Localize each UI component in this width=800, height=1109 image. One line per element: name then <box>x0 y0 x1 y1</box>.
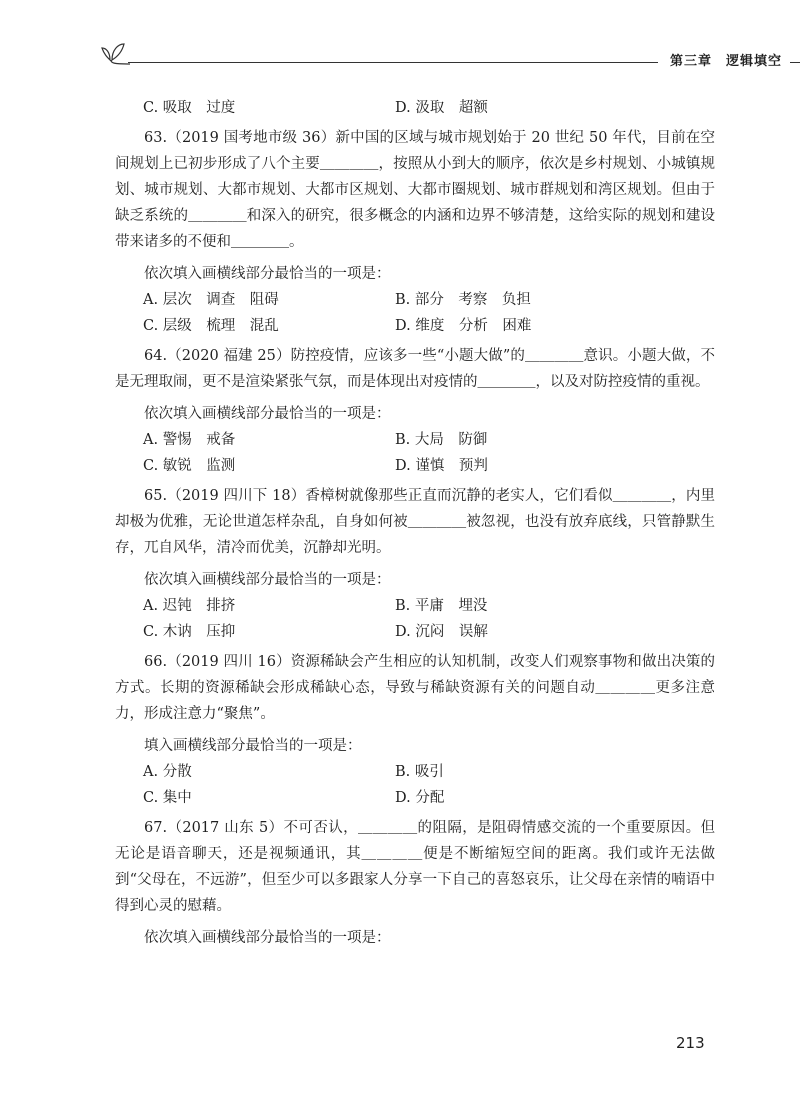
question-63 <box>115 125 715 339</box>
option-c: C. 敏锐 监测 <box>143 458 236 474</box>
option-c: C. 吸取 过度 <box>143 100 236 116</box>
option-d: D. 汲取 超额 <box>395 100 488 116</box>
chapter-title: 第三章 逻辑填空 <box>670 54 783 69</box>
option-b: B. 吸引 <box>395 764 444 780</box>
page-number: 213 <box>676 1034 705 1052</box>
option-c: C. 层级 梳理 混乱 <box>143 318 279 334</box>
option-b: B. 平庸 埋没 <box>395 598 488 614</box>
option-d: D. 维度 分析 困难 <box>395 318 532 334</box>
question-65 <box>115 483 715 645</box>
question-prompt: 依次填入画横线部分最恰当的一项是： <box>144 406 391 422</box>
page-content <box>115 95 715 951</box>
question-67 <box>115 815 715 951</box>
option-d: D. 分配 <box>395 790 445 806</box>
question-text: 64.（2020 福建 25）防控疫情，应该多一些“小题大做”的＿＿＿＿意识。小题大做，不是无理取闹，更不是渲染紧张气氛，而是体现出对疫情的＿＿＿＿，以及对防控疫情的重视。 <box>115 348 715 390</box>
option-c: C. 木讷 压抑 <box>143 624 236 640</box>
answer-options <box>115 427 715 479</box>
question-64 <box>115 343 715 479</box>
question-prompt: 依次填入画横线部分最恰当的一项是： <box>144 930 391 946</box>
question-prompt: 填入画横线部分最恰当的一项是： <box>144 738 362 754</box>
option-b: B. 部分 考察 负担 <box>395 292 531 308</box>
question-prompt: 依次填入画横线部分最恰当的一项是： <box>144 266 391 282</box>
answer-options <box>115 759 715 811</box>
option-d: D. 谨慎 预判 <box>395 458 488 474</box>
option-b: B. 大局 防御 <box>395 432 488 448</box>
option-d: D. 沉闷 误解 <box>395 624 488 640</box>
question-prompt: 依次填入画横线部分最恰当的一项是： <box>144 572 391 588</box>
answer-options <box>115 287 715 339</box>
question-text: 65.（2019 四川下 18）香樟树就像那些正直而沉静的老实人，它们看似＿＿＿＿，内里却极为优雅，无论世道怎样杂乱，自身如何被＿＿＿＿被忽视，也没有放弃底线，只管静默生存，兀自风华，清冷而优美，沉静却光明。 <box>115 488 715 556</box>
option-c: C. 集中 <box>143 790 192 806</box>
running-header <box>100 38 783 78</box>
question-text: 63.（2019 国考地市级 36）新中国的区域与城市规划始于 20 世纪 50 年代，目前在空间规划上已初步形成了八个主要＿＿＿＿，按照从小到大的顺序，依次是乡村规划、小城镇规划、城市规划、大都市规划、大都市区规划、大都市圈规划、城市群规划和湾区规划。但由于缺乏系统的＿＿＿＿和深入的研究，很多概念的内涵和边界不够清楚，这给实际的规划和建设带来诸多的不便和＿＿＿＿。 <box>115 130 715 250</box>
header-rule-left <box>128 62 658 63</box>
question-text: 66.（2019 四川 16）资源稀缺会产生相应的认知机制，改变人们观察事物和做出决策的方式。长期的资源稀缺会形成稀缺心态，导致与稀缺资源有关的问题自动＿＿＿＿更多注意力，形成注意力“聚焦”。 <box>115 654 715 722</box>
option-a: A. 分散 <box>143 764 192 780</box>
header-rule-right <box>790 62 800 63</box>
option-a: A. 层次 调查 阻碍 <box>143 292 279 308</box>
option-a: A. 迟钝 排挤 <box>143 598 236 614</box>
question-text: 67.（2017 山东 5）不可否认，＿＿＿＿的阻隔，是阻碍情感交流的一个重要原因。但无论是语音聊天，还是视频通讯，其＿＿＿＿便是不断缩短空间的距离。我们或许无法做到“父母在，不远游”，但至少可以多跟家人分享一下自己的喜怒哀乐，让父母在亲情的喃语中得到心灵的慰藉。 <box>115 820 715 914</box>
question-66 <box>115 649 715 811</box>
answer-options <box>115 593 715 645</box>
option-a: A. 警惕 戒备 <box>143 432 236 448</box>
previous-question-options <box>115 95 715 121</box>
